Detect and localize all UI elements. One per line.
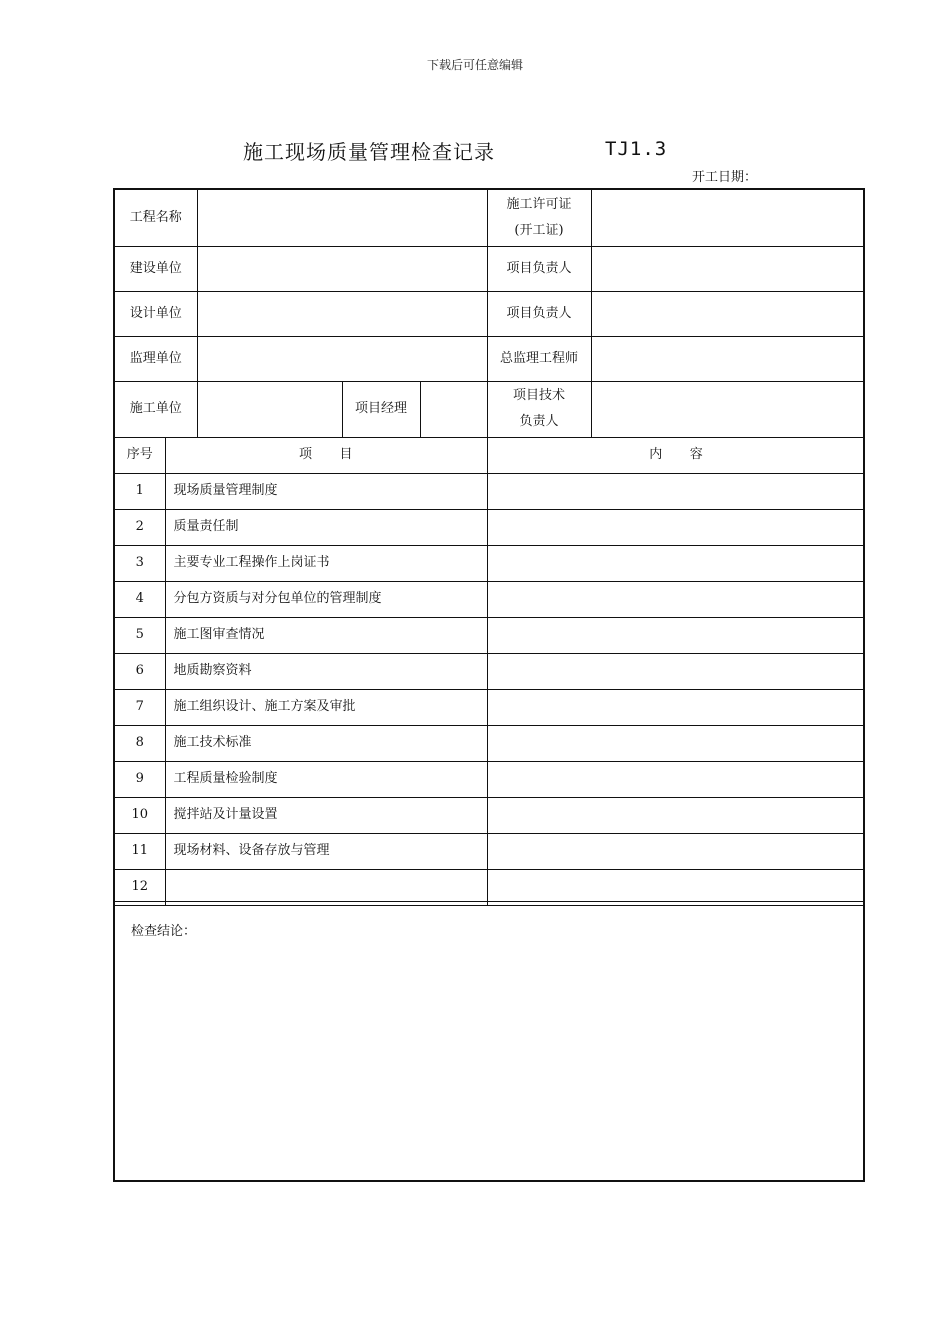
- designer-lead-label: 项目负责人: [487, 291, 591, 336]
- project-name-field[interactable]: [197, 190, 487, 246]
- builder-label: 建设单位: [115, 246, 197, 291]
- checklist-body: [115, 473, 865, 905]
- chief-supervisor-label: 总监理工程师: [487, 336, 591, 381]
- supervisor-label: 监理单位: [115, 336, 197, 381]
- tech-lead-label-line2: 负责人: [519, 414, 559, 429]
- row-item: 工程质量检验制度: [165, 761, 487, 797]
- table-row: [115, 653, 865, 689]
- row-content-field[interactable]: [487, 833, 865, 869]
- contractor-label: 施工单位: [115, 381, 197, 437]
- row-item: 分包方资质与对分包单位的管理制度: [165, 581, 487, 617]
- permit-field[interactable]: [591, 190, 865, 246]
- row-number: 4: [115, 581, 165, 617]
- conclusion-box[interactable]: [115, 901, 863, 1180]
- contractor-field[interactable]: [197, 381, 342, 437]
- row-item: 地质勘察资料: [165, 653, 487, 689]
- chief-supervisor-field[interactable]: [591, 336, 865, 381]
- row-item: 施工组织设计、施工方案及审批: [165, 689, 487, 725]
- row-number: 3: [115, 545, 165, 581]
- row-number: 1: [115, 473, 165, 509]
- row-number: 10: [115, 797, 165, 833]
- row-content-field[interactable]: [487, 869, 865, 905]
- page-title: 施工现场质量管理检查记录: [243, 140, 495, 164]
- row-content-field[interactable]: [487, 689, 865, 725]
- tech-lead-field[interactable]: [591, 381, 865, 437]
- row-content-field[interactable]: [487, 761, 865, 797]
- table-row: [115, 725, 865, 761]
- row-item: 搅拌站及计量设置: [165, 797, 487, 833]
- designer-field[interactable]: [197, 291, 487, 336]
- start-date-label: 开工日期：: [692, 170, 758, 185]
- seq-header: 序号: [115, 437, 165, 473]
- row-number: 6: [115, 653, 165, 689]
- project-manager-label: 项目经理: [342, 381, 420, 437]
- table-row: [115, 833, 865, 869]
- row-number: 11: [115, 833, 165, 869]
- content-header: 内 容: [487, 437, 865, 473]
- row-content-field[interactable]: [487, 473, 865, 509]
- row-number: 7: [115, 689, 165, 725]
- row-item: [165, 869, 487, 905]
- inspection-form: [113, 188, 865, 1182]
- designer-label: 设计单位: [115, 291, 197, 336]
- permit-label: [487, 190, 591, 246]
- supervisor-field[interactable]: [197, 336, 487, 381]
- row-number: 9: [115, 761, 165, 797]
- permit-label-line2: (开工证): [514, 222, 564, 238]
- header-note: 下载后可任意编辑: [426, 58, 523, 72]
- table-row: [115, 617, 865, 653]
- table-row: [115, 545, 865, 581]
- row-content-field[interactable]: [487, 725, 865, 761]
- permit-label-line1: 施工许可证: [506, 196, 572, 212]
- row-content-field[interactable]: [487, 653, 865, 689]
- tech-lead-label: [487, 381, 591, 437]
- table-row: [115, 689, 865, 725]
- row-number: 8: [115, 725, 165, 761]
- form-code: TJ1.3: [605, 138, 668, 160]
- row-content-field[interactable]: [487, 509, 865, 545]
- tech-lead-label-line1: 项目技术: [512, 388, 565, 403]
- conclusion-label: 检查结论：: [131, 924, 197, 939]
- row-item: 质量责任制: [165, 509, 487, 545]
- builder-lead-label: 项目负责人: [487, 246, 591, 291]
- builder-lead-field[interactable]: [591, 246, 865, 291]
- row-number: 5: [115, 617, 165, 653]
- row-item: 现场质量管理制度: [165, 473, 487, 509]
- row-content-field[interactable]: [487, 617, 865, 653]
- table-row: [115, 761, 865, 797]
- row-item: 现场材料、设备存放与管理: [165, 833, 487, 869]
- builder-field[interactable]: [197, 246, 487, 291]
- table-row: [115, 797, 865, 833]
- table-row: [115, 869, 865, 905]
- checklist-table: [115, 437, 865, 906]
- row-content-field[interactable]: [487, 797, 865, 833]
- row-number: 2: [115, 509, 165, 545]
- row-item: 施工图审查情况: [165, 617, 487, 653]
- row-item: 施工技术标准: [165, 725, 487, 761]
- table-row: [115, 473, 865, 509]
- project-name-label: 工程名称: [115, 190, 197, 246]
- table-row: [115, 581, 865, 617]
- row-number: 12: [115, 869, 165, 905]
- designer-lead-field[interactable]: [591, 291, 865, 336]
- row-content-field[interactable]: [487, 545, 865, 581]
- row-content-field[interactable]: [487, 581, 865, 617]
- item-header: 项 目: [165, 437, 487, 473]
- info-table: [115, 190, 865, 438]
- project-manager-field[interactable]: [420, 381, 487, 437]
- table-row: [115, 509, 865, 545]
- row-item: 主要专业工程操作上岗证书: [165, 545, 487, 581]
